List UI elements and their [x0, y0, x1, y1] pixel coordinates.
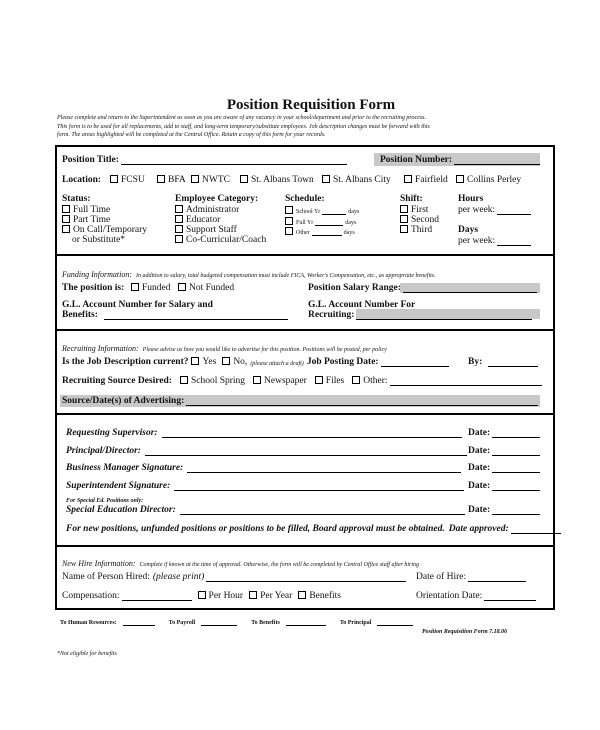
new-hire-label: New Hire Information:	[62, 559, 136, 568]
superintendent-field[interactable]	[174, 481, 464, 491]
compensation-label: Compensation:	[62, 591, 120, 601]
name-hired-field[interactable]	[206, 572, 406, 582]
category-educator[interactable]: Educator	[175, 215, 220, 225]
source-school-spring[interactable]: School Spring	[180, 376, 245, 386]
category-administrator[interactable]: Administrator	[175, 205, 239, 215]
source-other-field[interactable]	[390, 376, 542, 386]
sped-note: For Special Ed. Positions only:	[66, 498, 144, 504]
per-year-option[interactable]: Per Year	[249, 591, 292, 601]
intro-line-3: form. The areas highlighted will be completed at the Central Office. Retain a copy of this form for your records.	[57, 132, 326, 138]
jd-question: Is the Job Description current?	[62, 357, 189, 367]
funding-label: Funding Information:	[62, 270, 132, 279]
checkbox-icon	[240, 175, 248, 183]
schedule-school-yr[interactable]: School Yr days	[285, 207, 359, 215]
to-principal-label: To Principal	[339, 620, 372, 626]
checkbox-icon	[352, 376, 360, 384]
orientation-field[interactable]	[484, 591, 536, 601]
checkbox-icon	[298, 591, 306, 599]
date-field-1[interactable]	[492, 428, 540, 438]
checkbox-icon	[157, 175, 165, 183]
divider-4	[55, 545, 555, 547]
to-principal-field[interactable]	[377, 619, 413, 626]
date-field-3[interactable]	[492, 463, 540, 473]
position-number-label: Position Number:	[380, 155, 453, 165]
location-fcsu[interactable]: FCSU	[110, 175, 145, 185]
checkbox-icon	[191, 175, 199, 183]
to-human-resources-field[interactable]	[123, 619, 155, 626]
checkbox-icon	[198, 591, 206, 599]
date-approved-field[interactable]	[511, 524, 561, 534]
new-hire-note: Complete if known at the time of approval. Otherwise, the form will be completed by Central Office staff after hiring	[139, 562, 420, 568]
to-payroll-label: To Payroll	[168, 620, 196, 626]
business-manager-field[interactable]	[187, 463, 461, 473]
name-hired-label: Name of Person Hired:	[62, 572, 150, 582]
jd-no-note: (please attach a draft)	[250, 361, 304, 367]
please-print: (please print)	[152, 572, 205, 582]
position-title-label: Position Title:	[62, 155, 119, 165]
location-collins-perley[interactable]: Collins Perley	[456, 175, 521, 185]
checkbox-icon	[249, 591, 257, 599]
gl-salary-field[interactable]	[104, 310, 288, 320]
posting-date-label: Job Posting Date:	[306, 357, 379, 367]
checkbox-icon	[175, 205, 183, 213]
intro-line-2: This form is to be used for all replacements, add to staff, and long-term temporary/substitute employees. Job description changes must be forward with this	[57, 124, 430, 130]
salary-range-label: Position Salary Range:	[308, 283, 401, 293]
date-field-2[interactable]	[492, 446, 540, 456]
date-label-4: Date:	[468, 481, 491, 491]
posting-date-field[interactable]	[381, 357, 449, 367]
checkbox-icon	[285, 227, 293, 235]
checkbox-icon	[285, 206, 293, 214]
salary-range-field[interactable]	[403, 283, 537, 293]
gl-recruit-label-2: Recruiting:	[308, 310, 355, 320]
not-funded-option[interactable]: Not Funded	[178, 283, 234, 293]
schedule-full-yr[interactable]: Full Yr days	[285, 218, 356, 226]
sped-director-field[interactable]	[180, 505, 465, 515]
schedule-other[interactable]: Other days	[285, 228, 355, 236]
checkbox-icon	[400, 205, 408, 213]
checkbox-icon	[175, 235, 183, 243]
category-support-staff[interactable]: Support Staff	[175, 225, 237, 235]
gl-recruit-field[interactable]	[356, 310, 532, 320]
divider-1	[55, 254, 555, 256]
category-label: Employee Category:	[175, 194, 259, 204]
recruiting-label: Recruiting Information:	[62, 344, 139, 353]
checkbox-icon	[315, 376, 323, 384]
source-dates-label: Source/Date(s) of Advertising:	[62, 396, 185, 406]
business-manager-label: Business Manager Signature:	[66, 463, 184, 473]
schedule-label: Schedule:	[285, 194, 325, 204]
to-payroll-field[interactable]	[201, 619, 237, 626]
requesting-supervisor-field[interactable]	[162, 428, 462, 438]
benefits-footnote: *Not eligible for benefits	[57, 651, 117, 657]
date-of-hire-field[interactable]	[468, 572, 526, 582]
intro-line-1: Please complete and return to the Superintendent as soon as you are aware of any vacancy in your school/department and prior to the recruiting process.	[57, 115, 426, 121]
location-nwtc[interactable]: NWTC	[191, 175, 230, 185]
divider-3	[55, 413, 555, 415]
checkbox-icon	[222, 357, 230, 365]
new-positions-note: For new positions, unfunded positions or positions to be filled, Board approval must be obtained.	[66, 524, 445, 534]
checkbox-icon	[400, 225, 408, 233]
checkbox-icon	[285, 217, 293, 225]
location-st-albans-town[interactable]: St. Albans Town	[240, 175, 314, 185]
status-part-time[interactable]: Part Time	[62, 215, 110, 225]
per-hour-option[interactable]: Per Hour	[198, 591, 244, 601]
orientation-label: Orientation Date:	[416, 591, 483, 601]
checkbox-icon	[178, 283, 186, 291]
divider-2	[55, 329, 555, 331]
checkbox-icon	[62, 205, 70, 213]
status-full-time[interactable]: Full Time	[62, 205, 110, 215]
days-per-week-label: per week:	[458, 236, 496, 246]
checkbox-icon	[175, 215, 183, 223]
checkbox-icon	[404, 175, 412, 183]
date-label-3: Date:	[468, 463, 491, 473]
date-label-5: Date:	[468, 505, 491, 515]
checkbox-icon	[175, 225, 183, 233]
checkbox-icon	[62, 215, 70, 223]
source-files[interactable]: Files	[315, 376, 344, 386]
date-approved-label: Date approved:	[448, 524, 509, 534]
benefits-option[interactable]: Benefits	[298, 591, 341, 601]
shift-third[interactable]: Third	[400, 225, 432, 235]
checkbox-icon	[62, 225, 70, 233]
funded-question: The position is:	[62, 283, 125, 293]
date-field-5[interactable]	[492, 505, 540, 515]
shift-first[interactable]: First	[400, 205, 428, 215]
location-bfa[interactable]: BFA	[157, 175, 186, 185]
status-substitute: or Substitute*	[72, 235, 126, 245]
compensation-field[interactable]	[122, 591, 192, 601]
sped-director-label: Special Education Director:	[66, 505, 176, 515]
principal-field[interactable]	[145, 446, 467, 456]
hours-per-week-label: per week:	[458, 205, 496, 215]
hours-per-week-field[interactable]	[497, 205, 531, 215]
page-title: Position Requisition Form	[226, 97, 396, 113]
days-label: Days	[458, 225, 479, 235]
checkbox-icon	[400, 215, 408, 223]
location-st-albans-city[interactable]: St. Albans City	[322, 175, 391, 185]
source-label: Recruiting Source Desired:	[62, 376, 172, 386]
position-title-field[interactable]	[121, 155, 347, 165]
source-dates-field[interactable]	[186, 396, 538, 406]
date-label-1: Date:	[468, 428, 491, 438]
checkbox-icon	[456, 175, 464, 183]
to-human-resources-label: To Human Resources:	[60, 620, 117, 626]
location-fairfield[interactable]: Fairfield	[404, 175, 448, 185]
date-label-2: Date:	[468, 446, 491, 456]
form-id: Position Requisition Form 7.18.06	[422, 629, 508, 635]
shift-label: Shift:	[400, 194, 423, 204]
checkbox-icon	[180, 376, 188, 384]
days-per-week-field[interactable]	[497, 236, 531, 246]
gl-salary-label-2: Benefits:	[62, 310, 98, 320]
status-on-call[interactable]: On Call/Temporary	[62, 225, 147, 235]
position-number-field[interactable]	[454, 155, 540, 165]
date-of-hire-label: Date of Hire:	[416, 572, 467, 582]
source-newspaper[interactable]: Newspaper	[253, 376, 307, 386]
checkbox-icon	[131, 283, 139, 291]
hours-label: Hours	[458, 194, 484, 204]
recruiting-note: Please advise us how you would like to advertise for this position. Positions will be posted, per policy	[142, 347, 387, 353]
source-other[interactable]: Other:	[352, 376, 387, 386]
checkbox-icon	[253, 376, 261, 384]
to-benefits-label: To Benefits	[251, 620, 280, 626]
funded-option[interactable]: Funded	[131, 283, 171, 293]
checkbox-icon	[191, 357, 199, 365]
checkbox-icon	[110, 175, 118, 183]
by-field[interactable]	[488, 357, 538, 367]
checkbox-icon	[322, 175, 330, 183]
principal-label: Principal/Director:	[66, 446, 141, 456]
jd-yes[interactable]: Yes	[191, 357, 216, 367]
shift-second[interactable]: Second	[400, 215, 439, 225]
status-label: Status:	[62, 194, 91, 204]
gl-recruit-label: G.L. Account Number For	[308, 300, 416, 310]
date-field-4[interactable]	[492, 481, 540, 491]
jd-no[interactable]: No,	[222, 357, 247, 367]
category-co-curricular[interactable]: Co-Curricular/Coach	[175, 235, 266, 245]
gl-salary-label: G.L. Account Number for Salary and	[62, 300, 213, 310]
superintendent-label: Superintendent Signature:	[66, 481, 171, 491]
by-label: By:	[468, 357, 483, 367]
to-benefits-field[interactable]	[286, 619, 326, 626]
location-label: Location:	[62, 175, 102, 185]
funding-note: In addition to salary, total budgeted compensation must include FICA, Worker's Compensation, etc., as appropriate benefits.	[136, 273, 436, 279]
requesting-supervisor-label: Requesting Supervisor:	[66, 428, 158, 438]
